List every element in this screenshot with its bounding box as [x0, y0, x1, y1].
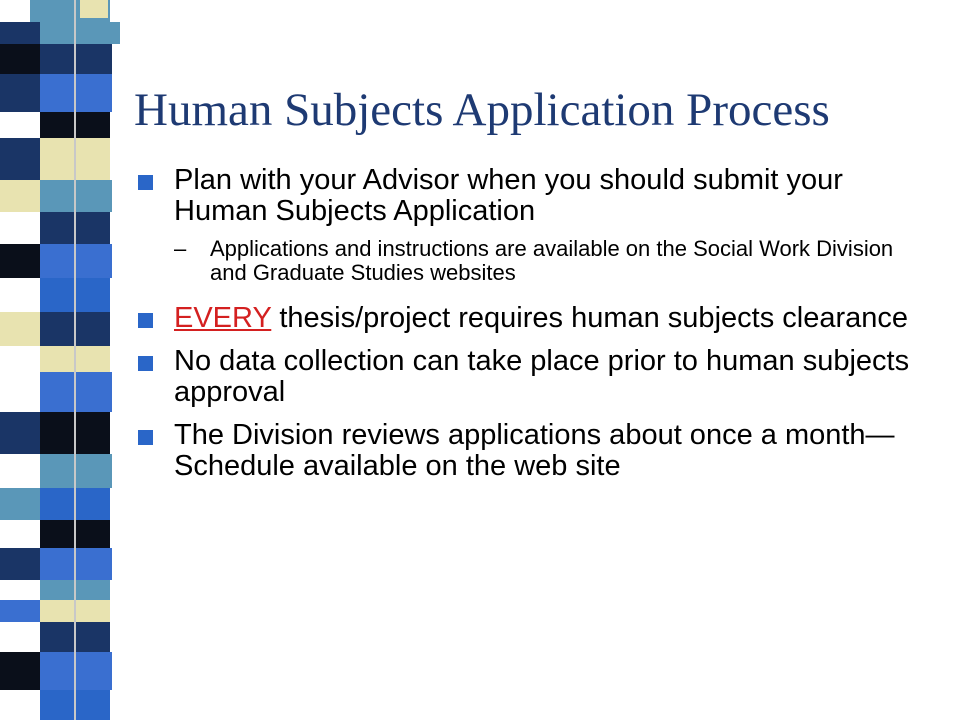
- bullet-text: No data collection can take place prior to human subjects approval: [174, 345, 910, 408]
- stripe-segment: [0, 652, 40, 690]
- decorative-stripe-bar: [0, 0, 108, 720]
- stripe-segment: [40, 74, 112, 112]
- stripe-segment: [0, 600, 40, 622]
- bullet-item: [134, 165, 934, 227]
- square-bullet-icon: [138, 356, 153, 371]
- stripe-segment: [40, 548, 112, 580]
- bullet-text: Plan with your Advisor when you should submit your Human Subjects Application: [174, 164, 843, 227]
- dash-marker: –: [174, 236, 187, 261]
- sub-bullet-item: [134, 237, 934, 285]
- bullet-item: [134, 346, 934, 408]
- stripe-segment: [40, 652, 112, 690]
- stripe-segment: [74, 0, 76, 720]
- stripe-segment: [0, 312, 40, 346]
- stripe-segment: [0, 412, 40, 454]
- stripe-segment: [40, 454, 112, 488]
- stripe-segment: [0, 44, 40, 74]
- stripe-segment: [40, 22, 120, 44]
- square-bullet-icon: [138, 175, 153, 190]
- stripe-segment: [40, 244, 112, 278]
- stripe-segment: [40, 372, 112, 412]
- stripe-segment: [0, 74, 40, 112]
- bullet-text: The Division reviews applications about once a month—Schedule available on the web site: [174, 419, 895, 482]
- bullet-item: [134, 420, 934, 482]
- every-emphasis: EVERY: [174, 302, 272, 334]
- square-bullet-icon: [138, 430, 153, 445]
- slide-title: Human Subjects Application Process: [134, 84, 830, 136]
- stripe-segment: [80, 0, 108, 18]
- stripe-segment: [0, 138, 40, 180]
- stripe-segment: [0, 488, 40, 520]
- bullet-text: thesis/project requires human subjects clearance: [271, 302, 908, 334]
- stripe-segment: [0, 548, 40, 580]
- stripe-segment: [40, 44, 112, 74]
- square-bullet-icon: [138, 313, 153, 328]
- stripe-segment: [0, 180, 40, 212]
- stripe-segment: [0, 22, 40, 44]
- sub-bullet-text: Applications and instructions are available on the Social Work Division and Graduate Studies websites: [210, 236, 894, 285]
- stripe-segment: [0, 244, 40, 278]
- bullet-item: [134, 303, 934, 334]
- stripe-segment: [40, 180, 112, 212]
- slide-body: [134, 160, 934, 482]
